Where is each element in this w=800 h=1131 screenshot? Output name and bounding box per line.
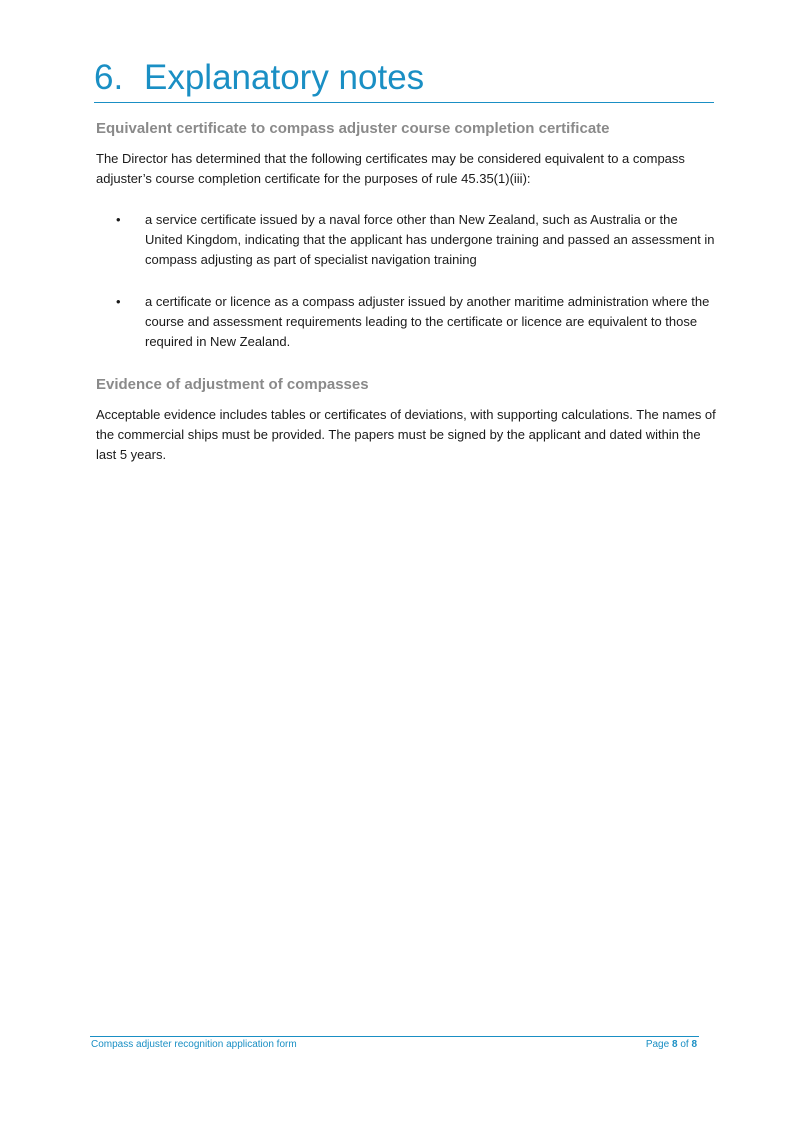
heading-number: 6.: [94, 58, 124, 97]
footer-form-name: Compass adjuster recognition application form: [91, 1039, 297, 1050]
bullet-icon: •: [116, 294, 121, 309]
footer-page-number: [646, 1039, 697, 1050]
footer-of-word: of: [680, 1039, 689, 1050]
evidence-of-adjustment-body: Acceptable evidence includes tables or certificates of deviations, with supporting calculations. The names of the commercial ships must be provided. The papers must be signed by the applicant and dated within the last 5 years.: [96, 407, 716, 462]
list-item: [116, 210, 716, 270]
list-item-text: a service certificate issued by a naval force other than New Zealand, such as Australia or the United Kingdom, indicating that the applicant has undergone training and passed an assessment in compass adjusting as part of specialist navigation training: [145, 212, 715, 267]
heading-title: Explanatory notes: [144, 58, 425, 97]
footer-divider: [90, 1036, 699, 1037]
list-item-text: a certificate or licence as a compass adjuster issued by another maritime administration where the course and assessment requirements leading to the certificate or licence are equivalent to those required in New Zealand.: [145, 294, 710, 349]
equivalent-certificate-intro: The Director has determined that the following certificates may be considered equivalent to a compass adjuster’s course completion certificate for the purposes of rule 45.35(1)(iii):: [96, 151, 685, 186]
footer-page-current: 8: [671, 1039, 678, 1050]
footer-page-total: 8: [691, 1039, 697, 1050]
section-title-equivalent-certificate: Equivalent certificate to compass adjuster course completion certificate: [96, 120, 610, 137]
list-item: [116, 292, 716, 352]
footer-page-word: Page: [645, 1039, 670, 1050]
bullet-icon: •: [116, 212, 121, 227]
page-heading: [94, 58, 714, 103]
section-title-evidence-of-adjustment: Evidence of adjustment of compasses: [96, 376, 369, 393]
